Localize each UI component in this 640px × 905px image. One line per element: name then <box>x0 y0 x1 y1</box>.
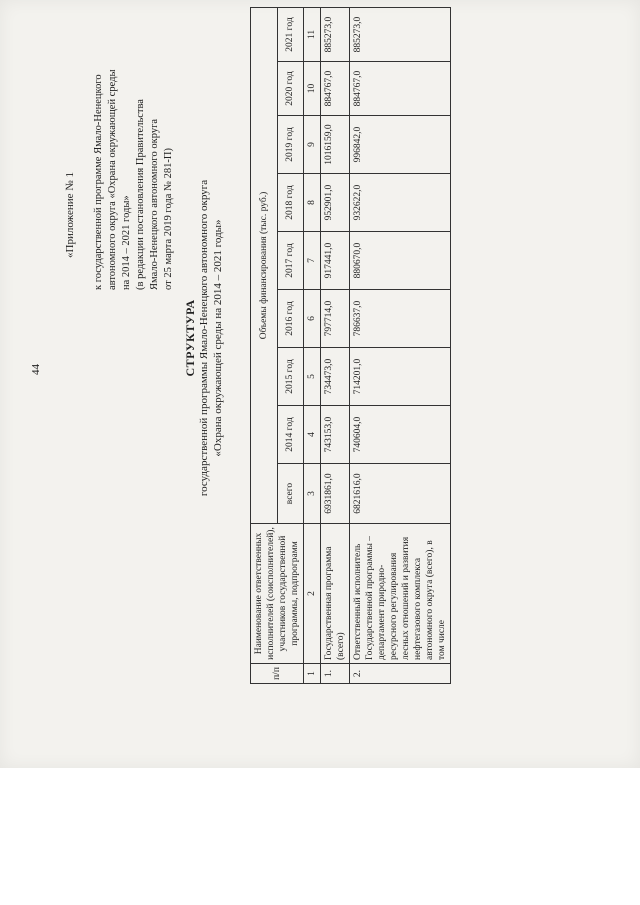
year-header: 2014 год <box>277 406 304 464</box>
value-cell: 743153,0 <box>321 406 350 464</box>
year-header: 2021 год <box>277 8 304 62</box>
value-cell: 917441,0 <box>321 232 350 290</box>
year-header: 2015 год <box>277 348 304 406</box>
row-name: Государственная программа (всего) <box>321 524 350 664</box>
column-number: 5 <box>304 348 321 406</box>
value-cell: 884767,0 <box>350 62 451 116</box>
column-number: 9 <box>304 116 321 174</box>
year-header: 2018 год <box>277 174 304 232</box>
value-cell: 734473,0 <box>321 348 350 406</box>
value-cell: 6931861,0 <box>321 464 350 524</box>
column-number: 11 <box>304 8 321 62</box>
row-index: 1. <box>321 664 350 684</box>
value-cell: 786637,0 <box>350 290 451 348</box>
row-name: Ответственный исполнитель Государственной программы – департамент природно-ресурсного регулирования лесных отношений и развития нефтегазового комплекса автономного округа (всего), в том числе <box>350 524 451 664</box>
appendix-note <box>92 20 176 290</box>
document-heading <box>183 48 225 628</box>
appendix-line: Ямало-Ненецкого автономного округа <box>149 118 160 290</box>
table-row <box>321 8 350 684</box>
value-cell: 885273,0 <box>321 8 350 62</box>
year-header: 2020 год <box>277 62 304 116</box>
column-number: 8 <box>304 174 321 232</box>
value-cell: 1016159,0 <box>321 116 350 174</box>
year-header: всего <box>277 464 304 524</box>
value-cell: 952901,0 <box>321 174 350 232</box>
column-number: 10 <box>304 62 321 116</box>
header-row <box>251 8 278 684</box>
appendix-line: на 2014 – 2021 годы» <box>121 195 132 290</box>
row-index: 2. <box>350 664 451 684</box>
column-number: 7 <box>304 232 321 290</box>
value-cell: 714201,0 <box>350 348 451 406</box>
value-cell: 880670,0 <box>350 232 451 290</box>
heading-title: СТРУКТУРА <box>183 299 197 377</box>
year-header: 2017 год <box>277 232 304 290</box>
year-header: 2019 год <box>277 116 304 174</box>
appendix-line: от 25 марта 2019 года № 281-П) <box>163 147 174 290</box>
column-number: 6 <box>304 290 321 348</box>
appendix-line: автономного округа «Охрана окружающей среды <box>107 69 118 290</box>
value-cell: 6821616,0 <box>350 464 451 524</box>
heading-line: «Охрана окружающей среды на 2014 – 2021 годы» <box>212 219 224 457</box>
value-cell: 884767,0 <box>321 62 350 116</box>
year-header: 2016 год <box>277 290 304 348</box>
appendix-line: (в редакции постановления Правительства <box>135 99 146 290</box>
column-number: 1 <box>304 664 321 684</box>
heading-line: государственной программы Ямало-Ненецкого автономного округа <box>198 179 210 497</box>
appendix-title: «Приложение № 1 <box>64 171 76 258</box>
structure-table <box>250 7 451 684</box>
funding-header: Объемы финансирования (тыс. руб.) <box>251 8 278 524</box>
column-number-row <box>304 8 321 684</box>
appendix-line: к государственной программе Ямало-Ненецкого <box>93 74 104 290</box>
name-header: Наименование ответственных исполнителей (соисполнителей), участников государственной программы, подпрограмм <box>251 524 304 664</box>
index-header: п/п <box>251 664 304 684</box>
value-cell: 740604,0 <box>350 406 451 464</box>
page-number: 44 <box>30 364 42 375</box>
value-cell: 797714,0 <box>321 290 350 348</box>
value-cell: 996842,0 <box>350 116 451 174</box>
value-cell: 885273,0 <box>350 8 451 62</box>
table-row <box>350 8 451 684</box>
value-cell: 932622,0 <box>350 174 451 232</box>
column-number: 2 <box>304 524 321 664</box>
column-number: 4 <box>304 406 321 464</box>
column-number: 3 <box>304 464 321 524</box>
